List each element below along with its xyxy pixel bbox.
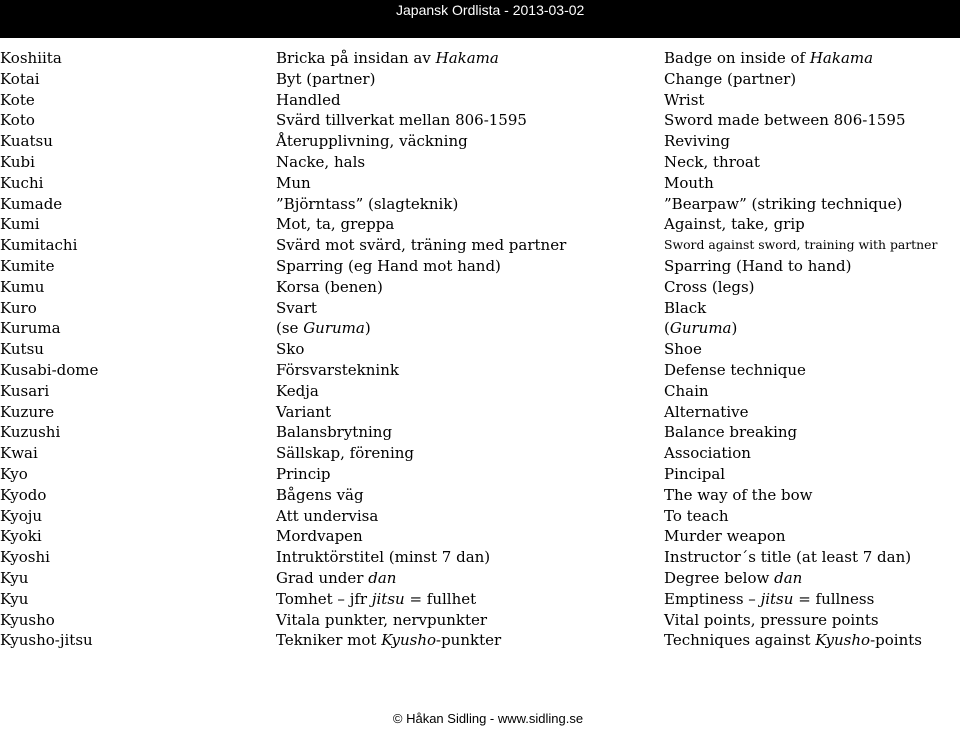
- english-translation: ”Bearpaw” (striking technique): [664, 194, 903, 213]
- japanese-term: Kumu: [0, 277, 45, 296]
- swedish-translation: Vitala punkter, nervpunkter: [276, 610, 488, 629]
- swedish-translation: Princip: [276, 464, 331, 483]
- english-translation: Wrist: [664, 90, 705, 109]
- japanese-term: Kumi: [0, 215, 40, 234]
- glossary-row: [0, 298, 960, 319]
- japanese-term: Koto: [0, 111, 35, 130]
- english-translation: Sword made between 806-1595: [664, 111, 906, 130]
- swedish-translation: Variant: [276, 402, 331, 421]
- swedish-translation: Sparring (eg Hand mot hand): [276, 256, 501, 275]
- japanese-term: Kuzure: [0, 402, 55, 421]
- glossary-row: [0, 422, 960, 443]
- document-title: Japansk Ordlista - 2013-03-02: [396, 2, 585, 18]
- japanese-term: Kyu: [0, 568, 29, 587]
- japanese-term: Kyoju: [0, 506, 43, 525]
- swedish-translation: Handled: [276, 90, 341, 109]
- japanese-term: Kwai: [0, 444, 38, 463]
- swedish-translation: Sko: [276, 340, 305, 359]
- english-translation: Emptiness – jitsu = fullness: [664, 589, 875, 608]
- english-translation: (Guruma): [664, 319, 738, 338]
- glossary-row: [0, 402, 960, 423]
- english-translation: Cross (legs): [664, 277, 755, 296]
- page-footer: [0, 711, 960, 726]
- swedish-translation: Svärd mot svärd, träning med partner: [276, 236, 567, 255]
- english-translation: Defense technique: [664, 360, 806, 379]
- japanese-term: Kusabi-dome: [0, 360, 99, 379]
- swedish-translation: Korsa (benen): [276, 277, 383, 296]
- swedish-translation: Att undervisa: [276, 506, 379, 525]
- japanese-term: Kusari: [0, 381, 50, 400]
- english-translation: Murder weapon: [664, 527, 786, 546]
- swedish-translation: Intruktörstitel (minst 7 dan): [276, 548, 491, 567]
- glossary-row: [0, 69, 960, 90]
- page-header: [0, 0, 960, 38]
- english-translation: Black: [664, 298, 707, 317]
- glossary-row: [0, 194, 960, 215]
- english-translation: Degree below dan: [664, 568, 803, 587]
- swedish-translation: Svärd tillverkat mellan 806-1595: [276, 111, 527, 130]
- glossary-row: [0, 48, 960, 69]
- glossary-row: [0, 318, 960, 339]
- english-translation: The way of the bow: [664, 485, 813, 504]
- japanese-term: Kumade: [0, 194, 63, 213]
- swedish-translation: Tomhet – jfr jitsu = fullhet: [276, 589, 477, 608]
- english-translation: Against, take, grip: [664, 215, 805, 234]
- swedish-translation: Mordvapen: [276, 527, 363, 546]
- english-translation: Chain: [664, 381, 709, 400]
- english-translation: Pincipal: [664, 464, 726, 483]
- japanese-term: Kuatsu: [0, 132, 53, 151]
- swedish-translation: Sällskap, förening: [276, 444, 415, 463]
- english-translation: Change (partner): [664, 69, 797, 88]
- japanese-term: Kutsu: [0, 340, 44, 359]
- glossary-row: [0, 464, 960, 485]
- swedish-translation: Svart: [276, 298, 317, 317]
- japanese-term: Kyusho-jitsu: [0, 631, 93, 650]
- english-translation: Sword against sword, training with partner: [664, 237, 938, 253]
- japanese-term: Kotai: [0, 69, 40, 88]
- english-translation: Shoe: [664, 340, 702, 359]
- glossary-row: [0, 277, 960, 298]
- swedish-translation: Mun: [276, 173, 311, 192]
- english-translation: Sparring (Hand to hand): [664, 256, 852, 275]
- swedish-translation: Grad under dan: [276, 568, 397, 587]
- glossary-row: [0, 589, 960, 610]
- swedish-translation: Återupplivning, väckning: [276, 132, 468, 151]
- glossary-row: [0, 90, 960, 111]
- japanese-term: Koshiita: [0, 49, 62, 67]
- glossary-row: [0, 360, 960, 381]
- glossary-row: [0, 610, 960, 631]
- swedish-translation: (se Guruma): [276, 319, 371, 338]
- swedish-translation: Kedja: [276, 381, 319, 400]
- japanese-term: Kumitachi: [0, 236, 78, 255]
- english-translation: Association: [664, 444, 751, 463]
- glossary-row: [0, 214, 960, 235]
- english-translation: Neck, throat: [664, 152, 760, 171]
- japanese-term: Kyo: [0, 464, 28, 483]
- swedish-translation: Tekniker mot Kyusho-punkter: [276, 631, 502, 650]
- japanese-term: Kuruma: [0, 319, 61, 338]
- glossary-row: [0, 485, 960, 506]
- glossary-table: [0, 48, 960, 651]
- swedish-translation: Bågens väg: [276, 485, 364, 504]
- japanese-term: Kubi: [0, 152, 35, 171]
- english-translation: Techniques against Kyusho-points: [664, 631, 922, 650]
- glossary-row: [0, 443, 960, 464]
- english-translation: To teach: [664, 506, 729, 525]
- swedish-translation: ”Björntass” (slagteknik): [276, 194, 459, 213]
- swedish-translation: Byt (partner): [276, 69, 376, 88]
- glossary-row: [0, 256, 960, 277]
- glossary-row: [0, 339, 960, 360]
- english-translation: Vital points, pressure points: [664, 610, 879, 629]
- english-translation: Balance breaking: [664, 423, 798, 442]
- japanese-term: Kyu: [0, 589, 29, 608]
- glossary-row: [0, 630, 960, 651]
- swedish-translation: Bricka på insidan av Hakama: [276, 49, 499, 67]
- english-translation: Alternative: [664, 402, 749, 421]
- glossary-row: [0, 173, 960, 194]
- glossary-row: [0, 547, 960, 568]
- glossary-row: [0, 152, 960, 173]
- japanese-term: Kuro: [0, 298, 37, 317]
- glossary-row: [0, 131, 960, 152]
- glossary-row: [0, 381, 960, 402]
- japanese-term: Kyoki: [0, 527, 42, 546]
- japanese-term: Kyodo: [0, 485, 47, 504]
- english-translation: Instructor´s title (at least 7 dan): [664, 548, 912, 567]
- swedish-translation: Balansbrytning: [276, 423, 393, 442]
- swedish-translation: Försvarsteknink: [276, 360, 399, 379]
- japanese-term: Kyoshi: [0, 548, 50, 567]
- english-translation: Reviving: [664, 132, 730, 151]
- glossary-row: [0, 526, 960, 547]
- copyright-text: © Håkan Sidling - www.sidling.se: [392, 711, 584, 726]
- glossary-row: [0, 568, 960, 589]
- swedish-translation: Nacke, hals: [276, 152, 366, 171]
- japanese-term: Kuchi: [0, 173, 44, 192]
- swedish-translation: Mot, ta, greppa: [276, 215, 395, 234]
- glossary-row: [0, 235, 960, 256]
- english-translation: Badge on inside of Hakama: [664, 49, 874, 67]
- glossary-row: [0, 506, 960, 527]
- japanese-term: Kyusho: [0, 610, 55, 629]
- japanese-term: Kumite: [0, 256, 55, 275]
- japanese-term: Kote: [0, 90, 35, 109]
- english-translation: Mouth: [664, 173, 714, 192]
- glossary-row: [0, 110, 960, 131]
- japanese-term: Kuzushi: [0, 423, 61, 442]
